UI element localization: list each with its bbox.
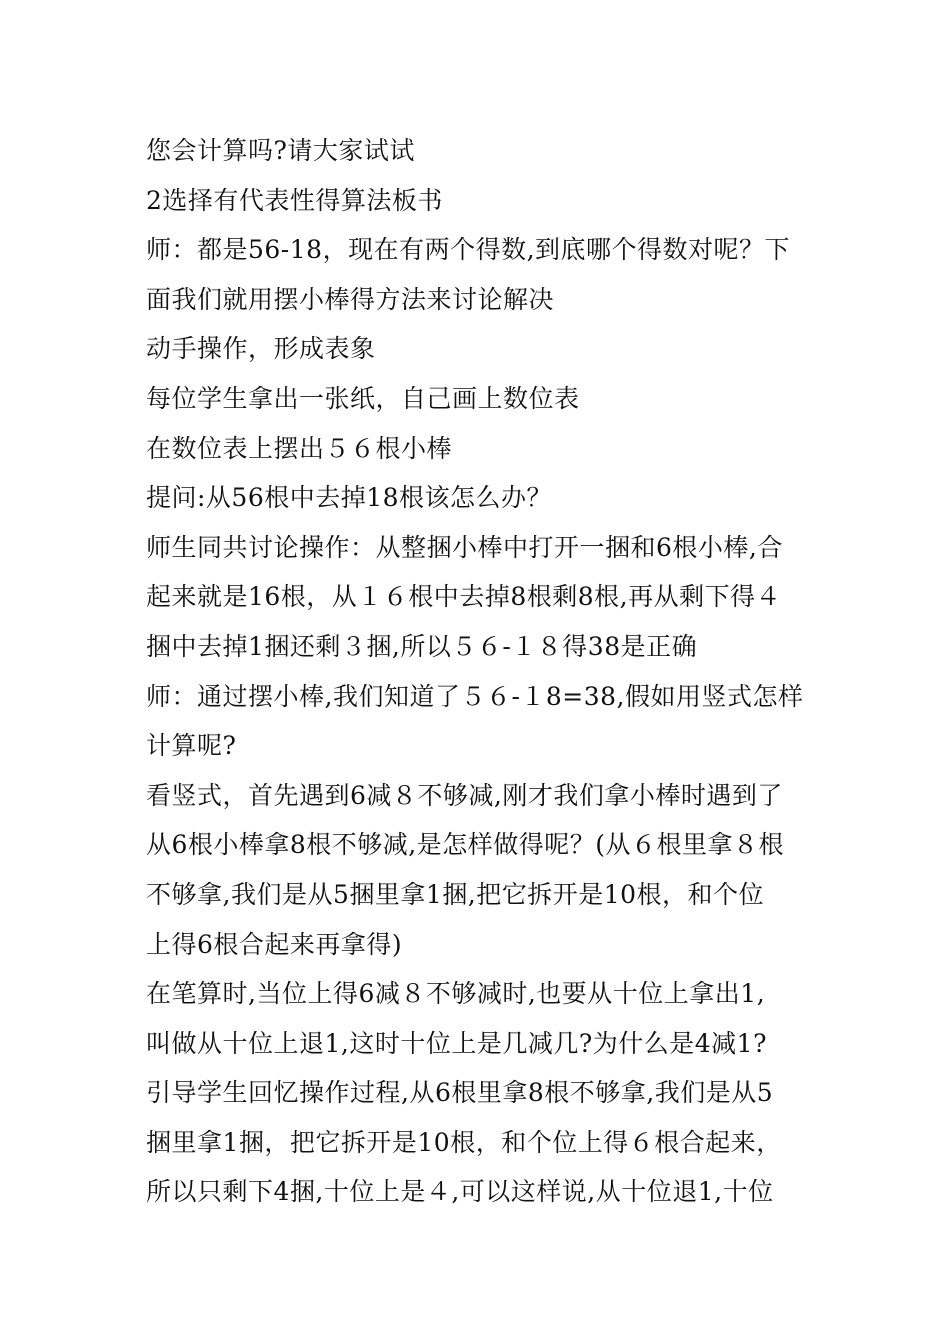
- text-line: 叫做从十位上退1,这时十位上是几减几?为什么是4减1?: [146, 1028, 767, 1058]
- text-line: 从6根小棒拿8根不够减,是怎样做得呢？(从６根里拿８根: [146, 830, 785, 860]
- text-line: 在笔算时,当位上得6减８不够减时,也要从十位上拿出1,: [146, 979, 766, 1009]
- text-line: 不够拿,我们是从5捆里拿1捆,把它拆开是10根，和个位: [146, 879, 765, 909]
- text-line: 2选择有代表性得算法板书: [146, 185, 443, 215]
- text-line: 引导学生回忆操作过程,从6根里拿8根不够拿,我们是从5: [146, 1078, 774, 1108]
- text-line: 提问:从56根中去掉18根该怎么办？: [146, 483, 553, 513]
- text-line: 起来就是16根，从１６根中去掉8根剩8根,再从剩下得４: [146, 582, 782, 612]
- text-line: 看竖式，首先遇到6减８不够减,刚才我们拿小棒时遇到了: [146, 780, 783, 810]
- text-line: 捆中去掉1捆还剩３捆,所以５６-１８得38是正确: [146, 631, 698, 661]
- text-line: 师：通过摆小棒,我们知道了５６-１8=38,假如用竖式怎样: [146, 681, 804, 711]
- text-line: 计算呢?: [146, 731, 237, 761]
- text-line: 动手操作，形成表象: [146, 334, 376, 364]
- text-line: 在数位表上摆出５６根小棒: [146, 433, 453, 463]
- text-line: 您会计算吗?请大家试试: [146, 136, 415, 165]
- text-line: 师生同共讨论操作：从整捆小棒中打开一捆和6根小棒,合: [146, 532, 783, 562]
- text-line: 师：都是56-18，现在有两个得数,到底哪个得数对呢？下: [146, 235, 791, 265]
- text-line: 捆里拿1捆，把它拆开是10根，和个位上得６根合起来，: [146, 1127, 782, 1157]
- text-line: 每位学生拿出一张纸，自己画上数位表: [146, 383, 580, 413]
- text-line: 上得6根合起来再拿得): [146, 929, 403, 959]
- text-line: 面我们就用摆小棒得方法来讨论解决: [146, 284, 555, 314]
- text-line: 所以只剩下4捆,十位上是４,可以这样说,从十位退1,十位: [146, 1177, 774, 1207]
- document-body: [146, 126, 806, 1217]
